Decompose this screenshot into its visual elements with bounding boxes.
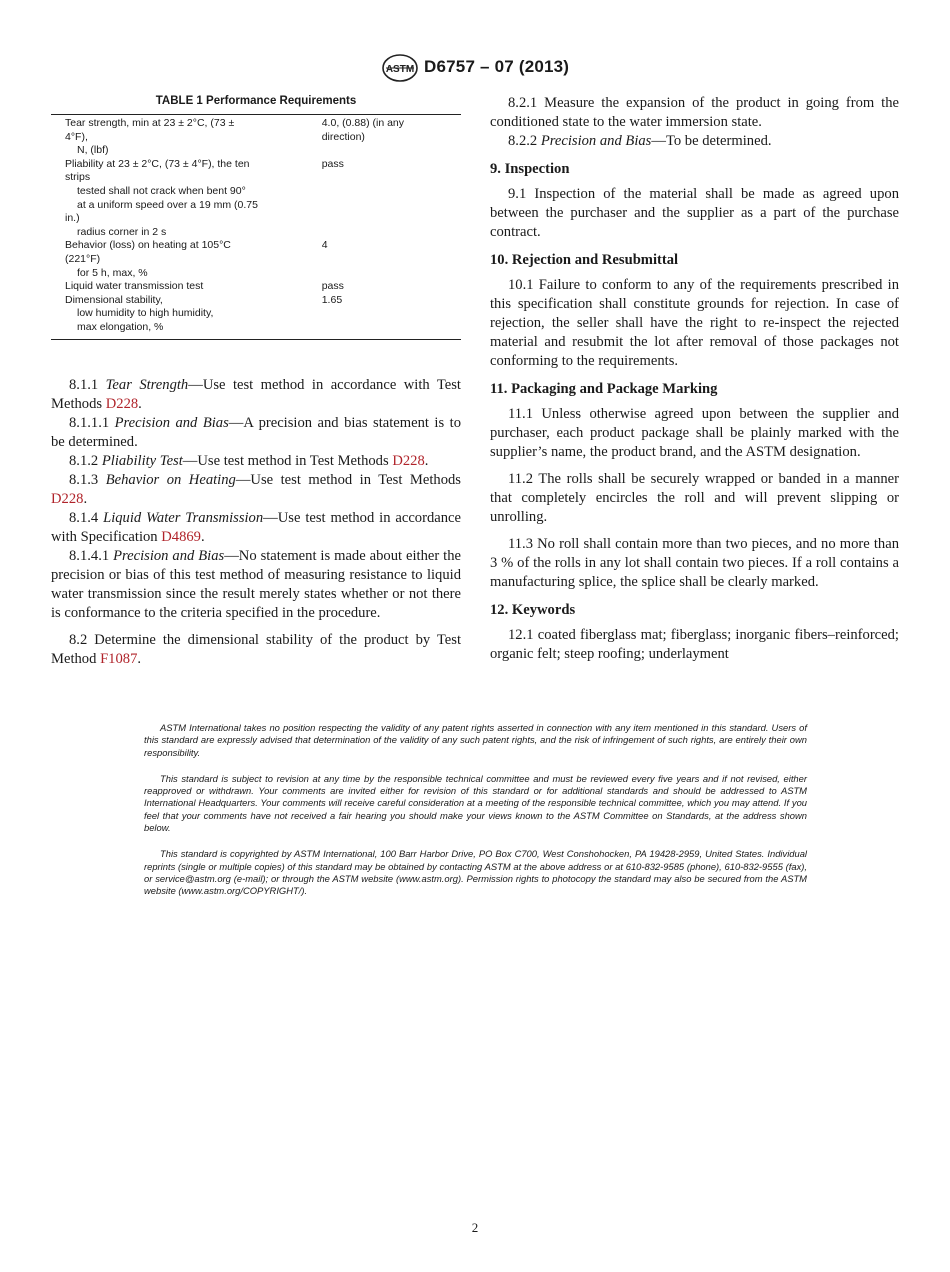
ref-link-d228[interactable]: D228: [51, 491, 84, 507]
ref-link-d228[interactable]: D228: [105, 396, 139, 412]
page-header: [0, 57, 950, 83]
para-8-1-2: 8.1.2 Pliability Test—Use test method in Test Methods D228.: [69, 453, 429, 469]
para-11-3: 11.3 No roll shall contain more than two pieces, and no more than 3 % of the rolls in any lot shall contain two pieces. If a roll contains a manufacturing splice, the splice shall be clearly marked.: [490, 536, 899, 590]
requirement-cell: Pliability at 23 ± 2°C, (73 ± 4°F), the ten strips tested shall not crack when bent 90° at a uniform speed over a 19 mm (0.75 in.) radius corner in 2 s: [65, 157, 258, 238]
table-row: [51, 280, 461, 294]
table-row: [51, 158, 461, 240]
para-8-1-4: 8.1.4 Liquid Water Transmission—Use test method in accordance with Specification D4869.: [51, 510, 461, 545]
section-heading-10: 10. Rejection and Resubmittal: [490, 252, 679, 268]
para-8-2: 8.2 Determine the dimensional stability of the product by Test Method F1087.: [51, 632, 461, 667]
page-number: 2: [471, 1220, 479, 1235]
section-heading-12: 12. Keywords: [490, 602, 576, 618]
ref-link-f1087[interactable]: F1087: [100, 651, 138, 667]
para-11-2: 11.2 The rolls shall be securely wrapped or banded in a manner that completely encircles the roll and will prevent slipping or unrolling.: [490, 471, 899, 525]
para-8-2-2: 8.2.2 Precision and Bias—To be determined.: [508, 133, 772, 149]
table-row: [51, 117, 461, 158]
para-8-1-4-1: 8.1.4.1 Precision and Bias—No statement is made about either the precision or bias of this test method of measuring resistance to liquid water transmission since the result merely states whether or not there is conformance to the criteria specified in the procedure.: [51, 548, 461, 621]
requirement-cell: Dimensional stability, low humidity to high humidity, max elongation, %: [65, 293, 214, 333]
document-id: D6757 – 07 (2013): [424, 57, 570, 76]
para-8-1-1-1: 8.1.1.1 Precision and Bias—A precision and bias statement is to be determined.: [51, 415, 461, 450]
table-row: [51, 294, 461, 335]
para-10-1: 10.1 Failure to conform to any of the requirements prescribed in this specification shall constitute grounds for rejection. In case of rejection, the seller shall have the right to re-inspect the rejected material and resubmit the lot after removal of those packages not conforming to the requirements.: [490, 277, 899, 369]
ref-link-d228[interactable]: D228: [392, 453, 425, 469]
astm-logo-icon: [380, 53, 420, 83]
patent-note: ASTM International takes no position respecting the validity of any patent rights asserted in connection with any item mentioned in this standard. Users of this standard are expressly advised that determination of the validity of any such patent rights, and the risk of infringement of such rights, are entirely their own responsibility.: [144, 722, 807, 758]
performance-table: [51, 114, 461, 340]
value-cell: 1.65: [321, 293, 343, 306]
para-8-1-3: 8.1.3 Behavior on Heating—Use test method in Test Methods D228.: [51, 472, 461, 507]
value-cell: 4.0, (0.88) (in any direction): [321, 117, 405, 143]
section-heading-9: 9. Inspection: [490, 161, 570, 177]
logo-text: ASTM: [385, 64, 415, 75]
requirement-cell: Liquid water transmission test: [65, 280, 204, 293]
value-cell: 4: [321, 239, 328, 252]
value-cell: pass: [321, 280, 344, 293]
copyright-note: This standard is copyrighted by ASTM International, 100 Barr Harbor Drive, PO Box C700, West Conshohocken, PA 19428-2959, United States. Individual reprints (single or multiple copies) of this standard may be obtained by contacting ASTM at the above address or at 610-832-9585 (phone), 610-832-9555 (fax), or service@astm.org (e-mail); or through the ASTM website (www.astm.org). Permission rights to photocopy the standard may also be secured from the ASTM website (www.astm.org/COPYRIGHT/).: [144, 848, 807, 897]
section-heading-11: 11. Packaging and Package Marking: [490, 381, 718, 397]
para-8-1-1: 8.1.1 Tear Strength—Use test method in accordance with Test Methods D228.: [51, 377, 461, 412]
para-9-1: 9.1 Inspection of the material shall be made as agreed upon between the purchaser and the supplier as a part of the purchase contract.: [490, 186, 899, 240]
table-title: TABLE 1 Performance Requirements: [155, 95, 357, 107]
table-row: [51, 239, 461, 280]
para-8-2-1: 8.2.1 Measure the expansion of the product in going from the conditioned state to the water immersion state.: [490, 95, 899, 130]
requirement-cell: Behavior (loss) on heating at 105°C (221°F) for 5 h, max, %: [65, 239, 231, 279]
ref-link-d4869[interactable]: D4869: [161, 529, 201, 545]
footer-notes: [144, 722, 807, 912]
para-11-1: 11.1 Unless otherwise agreed upon between the supplier and purchaser, each product package shall be plainly marked with the supplier’s name, the product brand, and the ASTM designation.: [490, 406, 899, 460]
revision-note: This standard is subject to revision at any time by the responsible technical committee and must be reviewed every five years and if not revised, either reapproved or withdrawn. Your comments are invited either for revision of this standard or for additional standards and should be addressed to ASTM International Headquarters. Your comments will receive careful consideration at a meeting of the responsible technical committee, which you may attend. If you feel that your comments have not received a fair hearing you should make your views known to the ASTM Committee on Standards, at the address shown below.: [144, 772, 807, 834]
para-12-1: 12.1 coated fiberglass mat; fiberglass; inorganic fibers–reinforced; organic felt; steep roofing; underlayment: [490, 627, 899, 662]
requirement-cell: Tear strength, min at 23 ± 2°C, (73 ± 4°F), N, (lbf): [65, 117, 235, 157]
right-column: [490, 94, 899, 664]
value-cell: pass: [321, 157, 344, 170]
left-column: [51, 376, 461, 669]
